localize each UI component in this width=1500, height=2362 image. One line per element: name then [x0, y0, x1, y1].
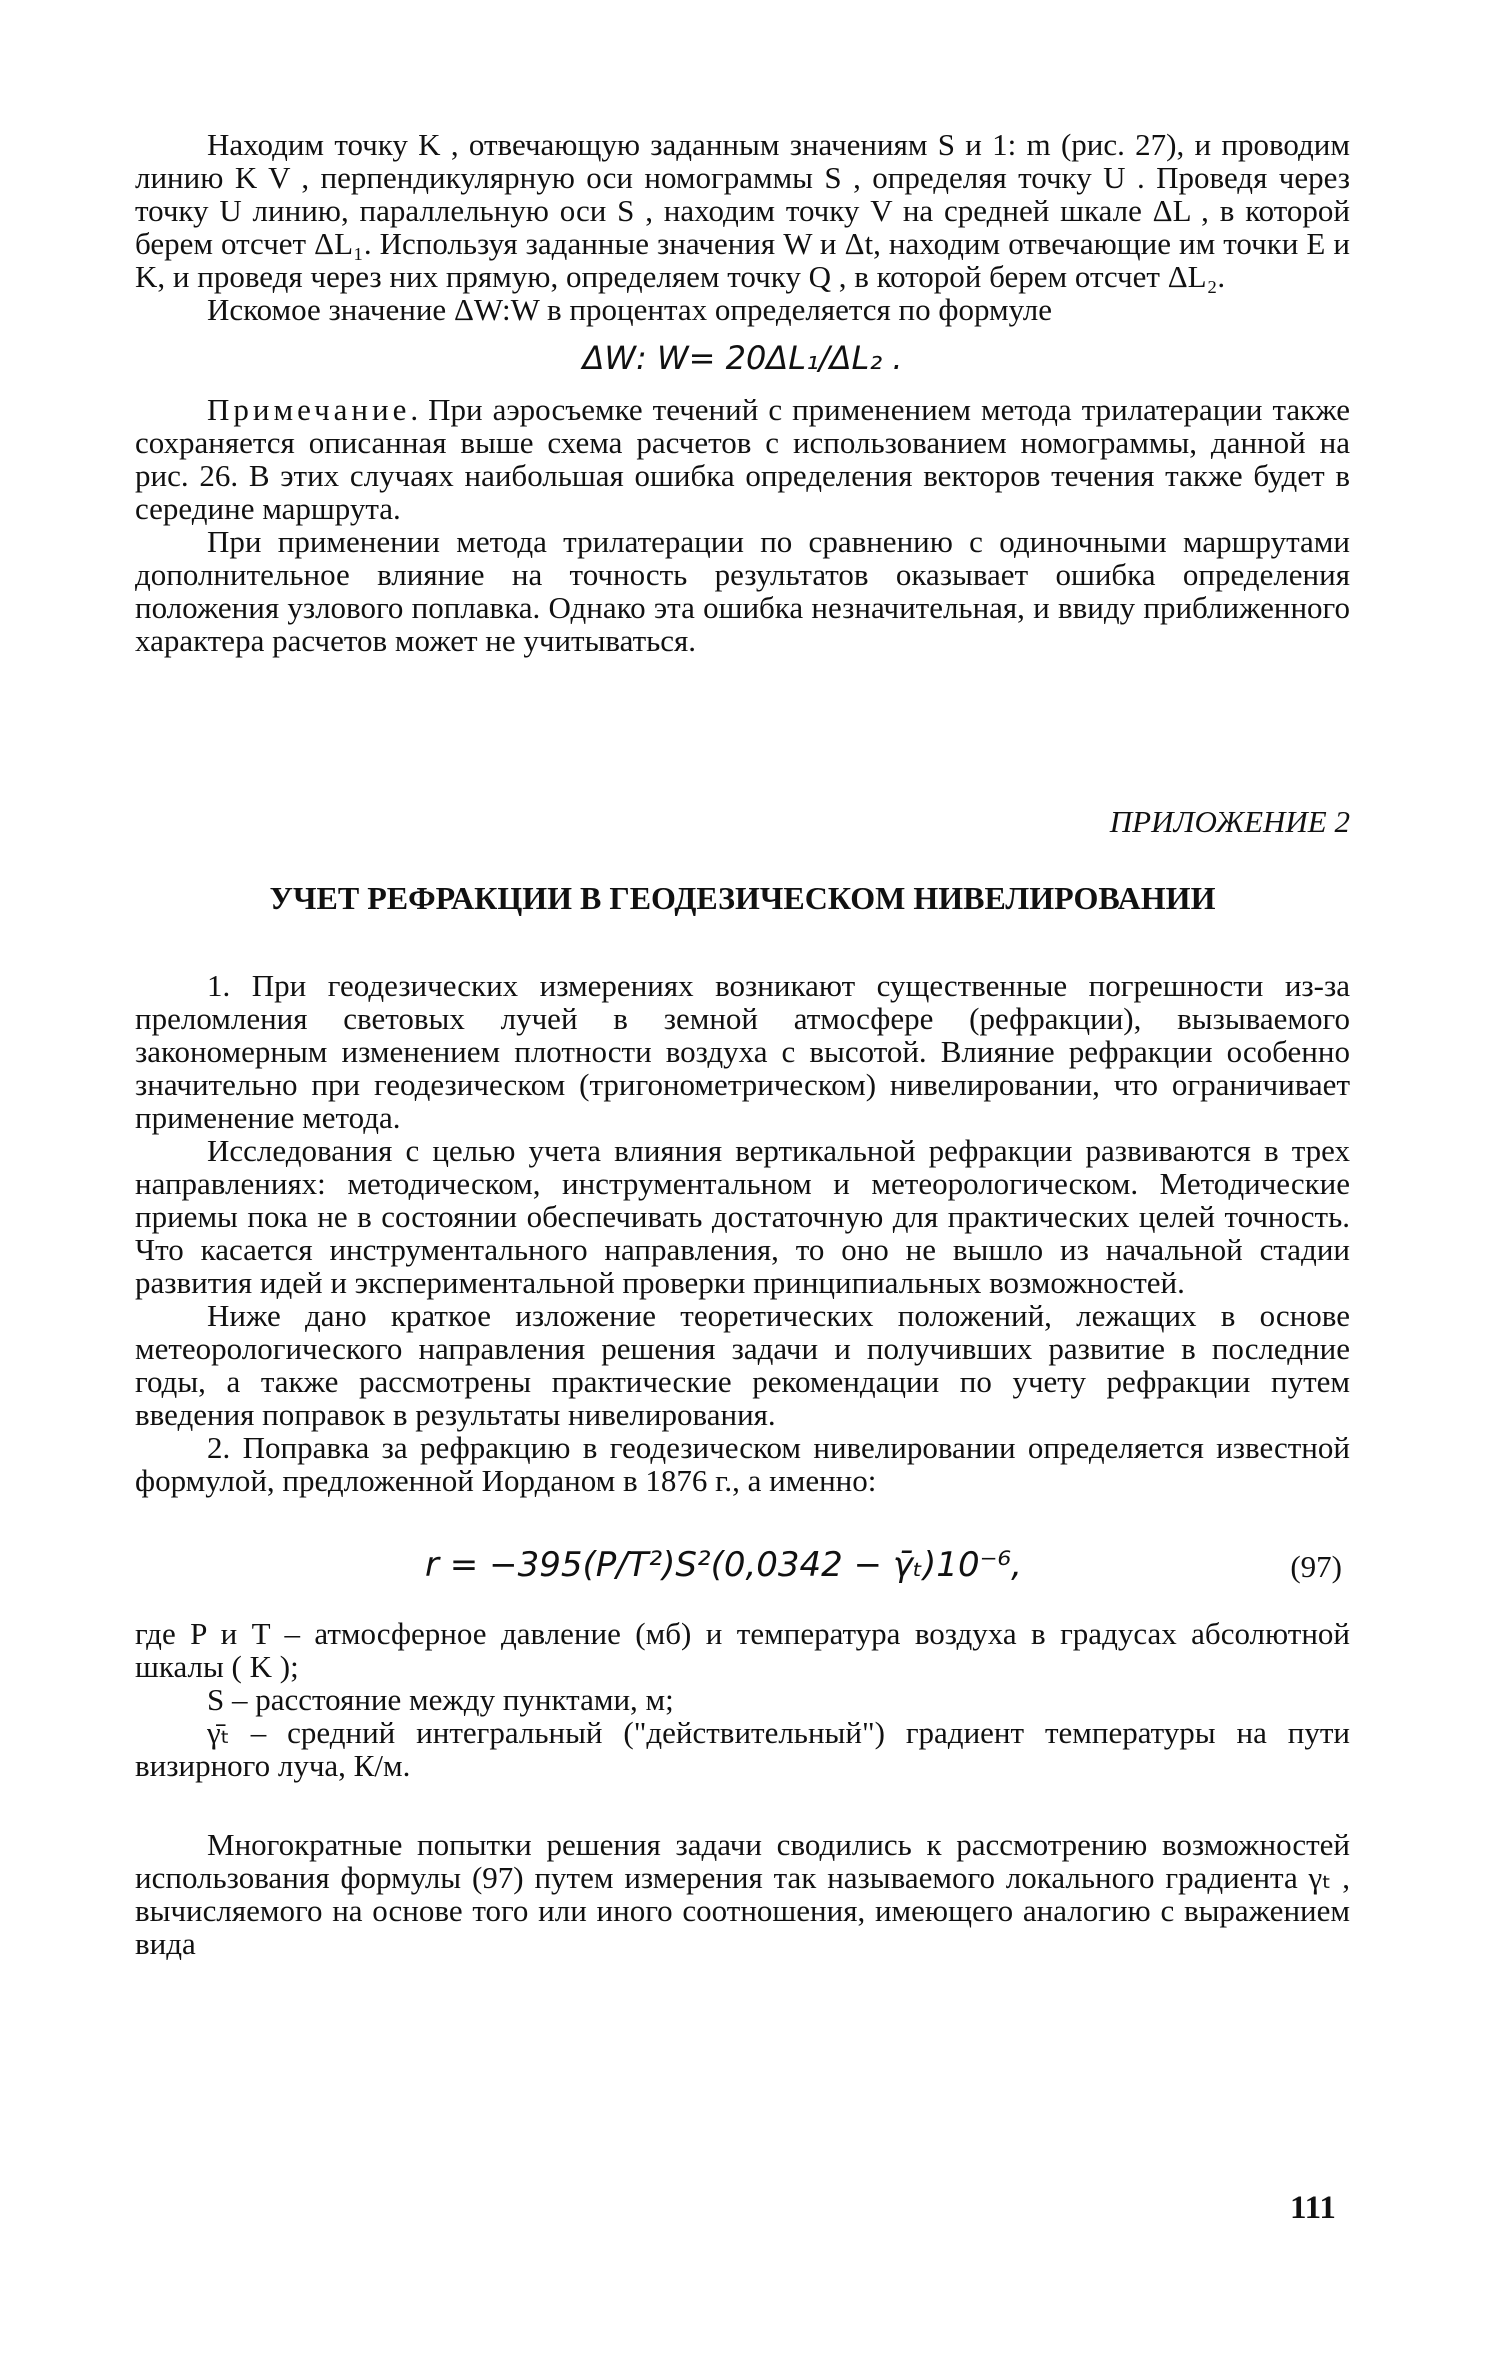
formula-97	[135, 1539, 1350, 1595]
paragraph-research: Исследования с целью учета влияния вертикальной рефракции развиваются в трех направлениях: методическом, инструментальном и метеорологическом. Методические приемы пока не в состоянии обеспечивать достаточную для практических целей точность. Что касается инструментального направления, то оно не вышло из начальной стадии развития идей и экспериментальной проверки принципиальных возможностей.	[135, 1133, 1350, 1300]
page-content	[135, 128, 1350, 1960]
note-label: Примечание	[207, 392, 411, 427]
note-text: . При аэросъемке течений с применением метода трилатерации также сохраняется описанная выше схема расчетов с использованием номограммы, данной на рис. 26. В этих случаях наибольшая ошибка определения векторов течения также будет в середине маршрута.	[135, 392, 1350, 526]
formula-97-expression: r = −395(P/T²)S²(0,0342 − γ̄ₜ)10⁻⁶,	[425, 1545, 1022, 1585]
paragraph-note	[135, 393, 1350, 525]
definition-gradient: γ̄ₜ – средний интегральный ("действительный") градиент температуры на пути визирного луча, К/м.	[135, 1715, 1350, 1783]
paragraph-attempts: Многократные попытки решения задачи сводились к рассмотрению возможностей использования формулы (97) путем измерения так называемого локального градиента γₜ , вычисляемого на основе того или иного соотношения, имеющего аналогию с выражением вида	[135, 1827, 1350, 1961]
paragraph-desired-value: Искомое значение ΔW:W в процентах определяется по формуле	[207, 292, 1052, 327]
appendix-label: ПРИЛОЖЕНИЕ 2	[1109, 804, 1350, 839]
paragraph-summary: Ниже дано краткое изложение теоретических положений, лежащих в основе метеорологического направления решения задачи и получивших развитие в последние годы, а также рассмотрены практические рекомендации по учету рефракции путем введения поправок в результаты нивелирования.	[135, 1298, 1350, 1432]
paragraph-trilateration: При применении метода трилатерации по сравнению с одиночными маршрутами дополнительное влияние на точность результатов оказывает ошибка определения положения узлового поплавка. Однако эта ошибка незначительная, и ввиду приближенного характера расчетов может не учитываться.	[135, 524, 1350, 658]
section-title: УЧЕТ РЕФРАКЦИИ В ГЕОДЕЗИЧЕСКОМ НИВЕЛИРОВАНИИ	[269, 880, 1216, 916]
page-number: 111	[1290, 2190, 1336, 2226]
paragraph-find-point: Находим точку K , отвечающую заданным значениям S и 1: m (рис. 27), и проводим линию K V , перпендикулярную оси номограммы S , определяя точку U . Проведя через точку U линию, параллельную оси S , находим точку V на средней шкале ΔL , в которой берем отсчет ΔL₁. Используя заданные значения W и Δt, находим отвечающие им точки E и K, и проведя через них прямую, определяем точку Q , в которой берем отсчет ΔL₂.	[135, 127, 1350, 294]
spacer	[135, 1782, 1350, 1828]
paragraph-correction: 2. Поправка за рефракцию в геодезическом нивелировании определяется известной формулой, предложенной Иорданом в 1876 г., а именно:	[135, 1430, 1350, 1498]
definition-s: S – расстояние между пунктами, м;	[207, 1682, 674, 1717]
formula-delta-w: ΔW: W= 20ΔL₁/ΔL₂ .	[582, 339, 903, 377]
definition-p-t: где P и T – атмосферное давление (мб) и температура воздуха в градусах абсолютной шкалы ( K );	[135, 1616, 1350, 1684]
formula-97-number: (97)	[1290, 1549, 1342, 1584]
paragraph-errors: 1. При геодезических измерениях возникают существенные погрешности из-за преломления световых лучей в земной атмосфере (рефракции), вызываемого закономерным изменением плотности воздуха с высотой. Влияние рефракции особенно значительно при геодезическом (тригонометрическом) нивелировании, что ограничивает применение метода.	[135, 968, 1350, 1135]
